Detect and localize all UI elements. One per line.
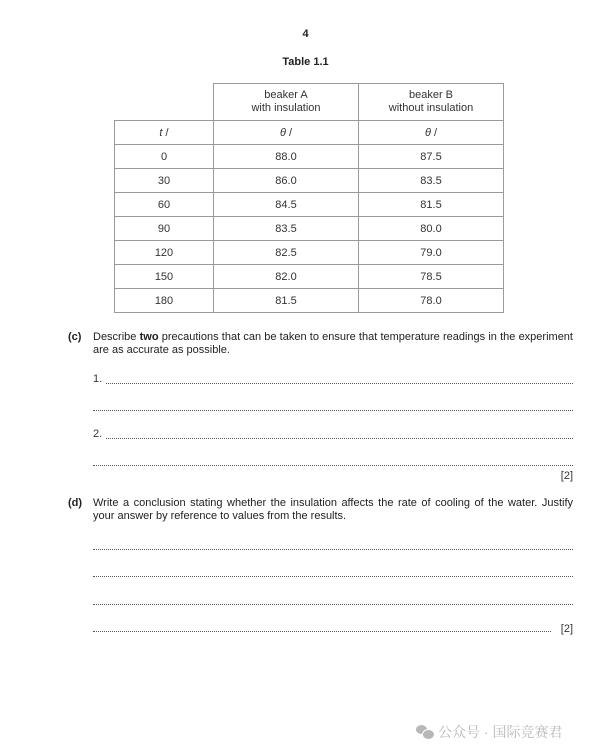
answer-line-d3[interactable] [93, 594, 573, 607]
table-row [115, 193, 504, 217]
beaker-b-temp-cell: 81.5 [359, 193, 504, 217]
time-cell: 90 [115, 217, 214, 241]
table-row [115, 169, 504, 193]
answer-line-d4[interactable] [93, 621, 551, 634]
table-row [115, 145, 504, 169]
marks-d: [2] [560, 623, 573, 635]
beaker-a-temp-cell: 82.5 [214, 241, 359, 265]
watermark [416, 722, 562, 742]
table-header-row [115, 84, 504, 121]
beaker-b-temp-cell: 80.0 [359, 217, 504, 241]
beaker-a-temp-cell: 82.0 [214, 265, 359, 289]
header-blank-cell [115, 84, 214, 121]
marks-c: [2] [560, 470, 573, 482]
question-d-label: (d) [68, 497, 83, 509]
beaker-a-temp-cell: 84.5 [214, 193, 359, 217]
time-cell: 180 [115, 289, 214, 313]
table-row [115, 289, 504, 313]
watermark-text: 公众号 · 国际竞赛君 [438, 724, 563, 740]
question-d [68, 497, 573, 525]
beaker-a-temp-cell: 88.0 [214, 145, 359, 169]
beaker-b-temp-cell: 83.5 [359, 169, 504, 193]
unit-temp-a: θ / [214, 121, 359, 145]
beaker-b-temp-cell: 78.5 [359, 265, 504, 289]
question-c-label: (c) [68, 331, 82, 343]
header-beaker-b: beaker B without insulation [359, 84, 504, 121]
question-d-text: Write a conclusion stating whether the insulation affects the rate of cooling of the water. Justify your answer by reference to values from the results. [93, 497, 573, 522]
table-row [115, 265, 504, 289]
question-c-text: Describe two precautions that can be taken to ensure that temperature readings in the experiment are as accurate as possible. [93, 331, 573, 356]
table-row [115, 217, 504, 241]
time-cell: 60 [115, 193, 214, 217]
beaker-a-temp-cell: 86.0 [214, 169, 359, 193]
results-table [114, 83, 504, 313]
time-cell: 0 [115, 145, 214, 169]
time-cell: 120 [115, 241, 214, 265]
question-c [68, 331, 573, 359]
beaker-a-temp-cell: 81.5 [214, 289, 359, 313]
beaker-a-temp-cell: 83.5 [214, 217, 359, 241]
unit-temp-b: θ / [359, 121, 504, 145]
answer-line-c1-cont[interactable] [93, 400, 573, 413]
table-title: Table 1.1 [282, 56, 329, 68]
answer-line-d2[interactable] [93, 566, 573, 579]
wechat-icon [416, 725, 434, 739]
units-row [115, 121, 504, 145]
answer-line-c1[interactable]: 1. [93, 373, 573, 386]
answer-line-c2-cont[interactable] [93, 455, 573, 468]
unit-time: t / [115, 121, 214, 145]
header-beaker-a: beaker A with insulation [214, 84, 359, 121]
page-number: 4 [302, 28, 309, 40]
beaker-b-temp-cell: 78.0 [359, 289, 504, 313]
time-cell: 150 [115, 265, 214, 289]
answer-line-c2[interactable]: 2. [93, 428, 573, 441]
time-cell: 30 [115, 169, 214, 193]
answer-line-d1[interactable] [93, 539, 573, 552]
beaker-b-temp-cell: 87.5 [359, 145, 504, 169]
beaker-b-temp-cell: 79.0 [359, 241, 504, 265]
table-row [115, 241, 504, 265]
